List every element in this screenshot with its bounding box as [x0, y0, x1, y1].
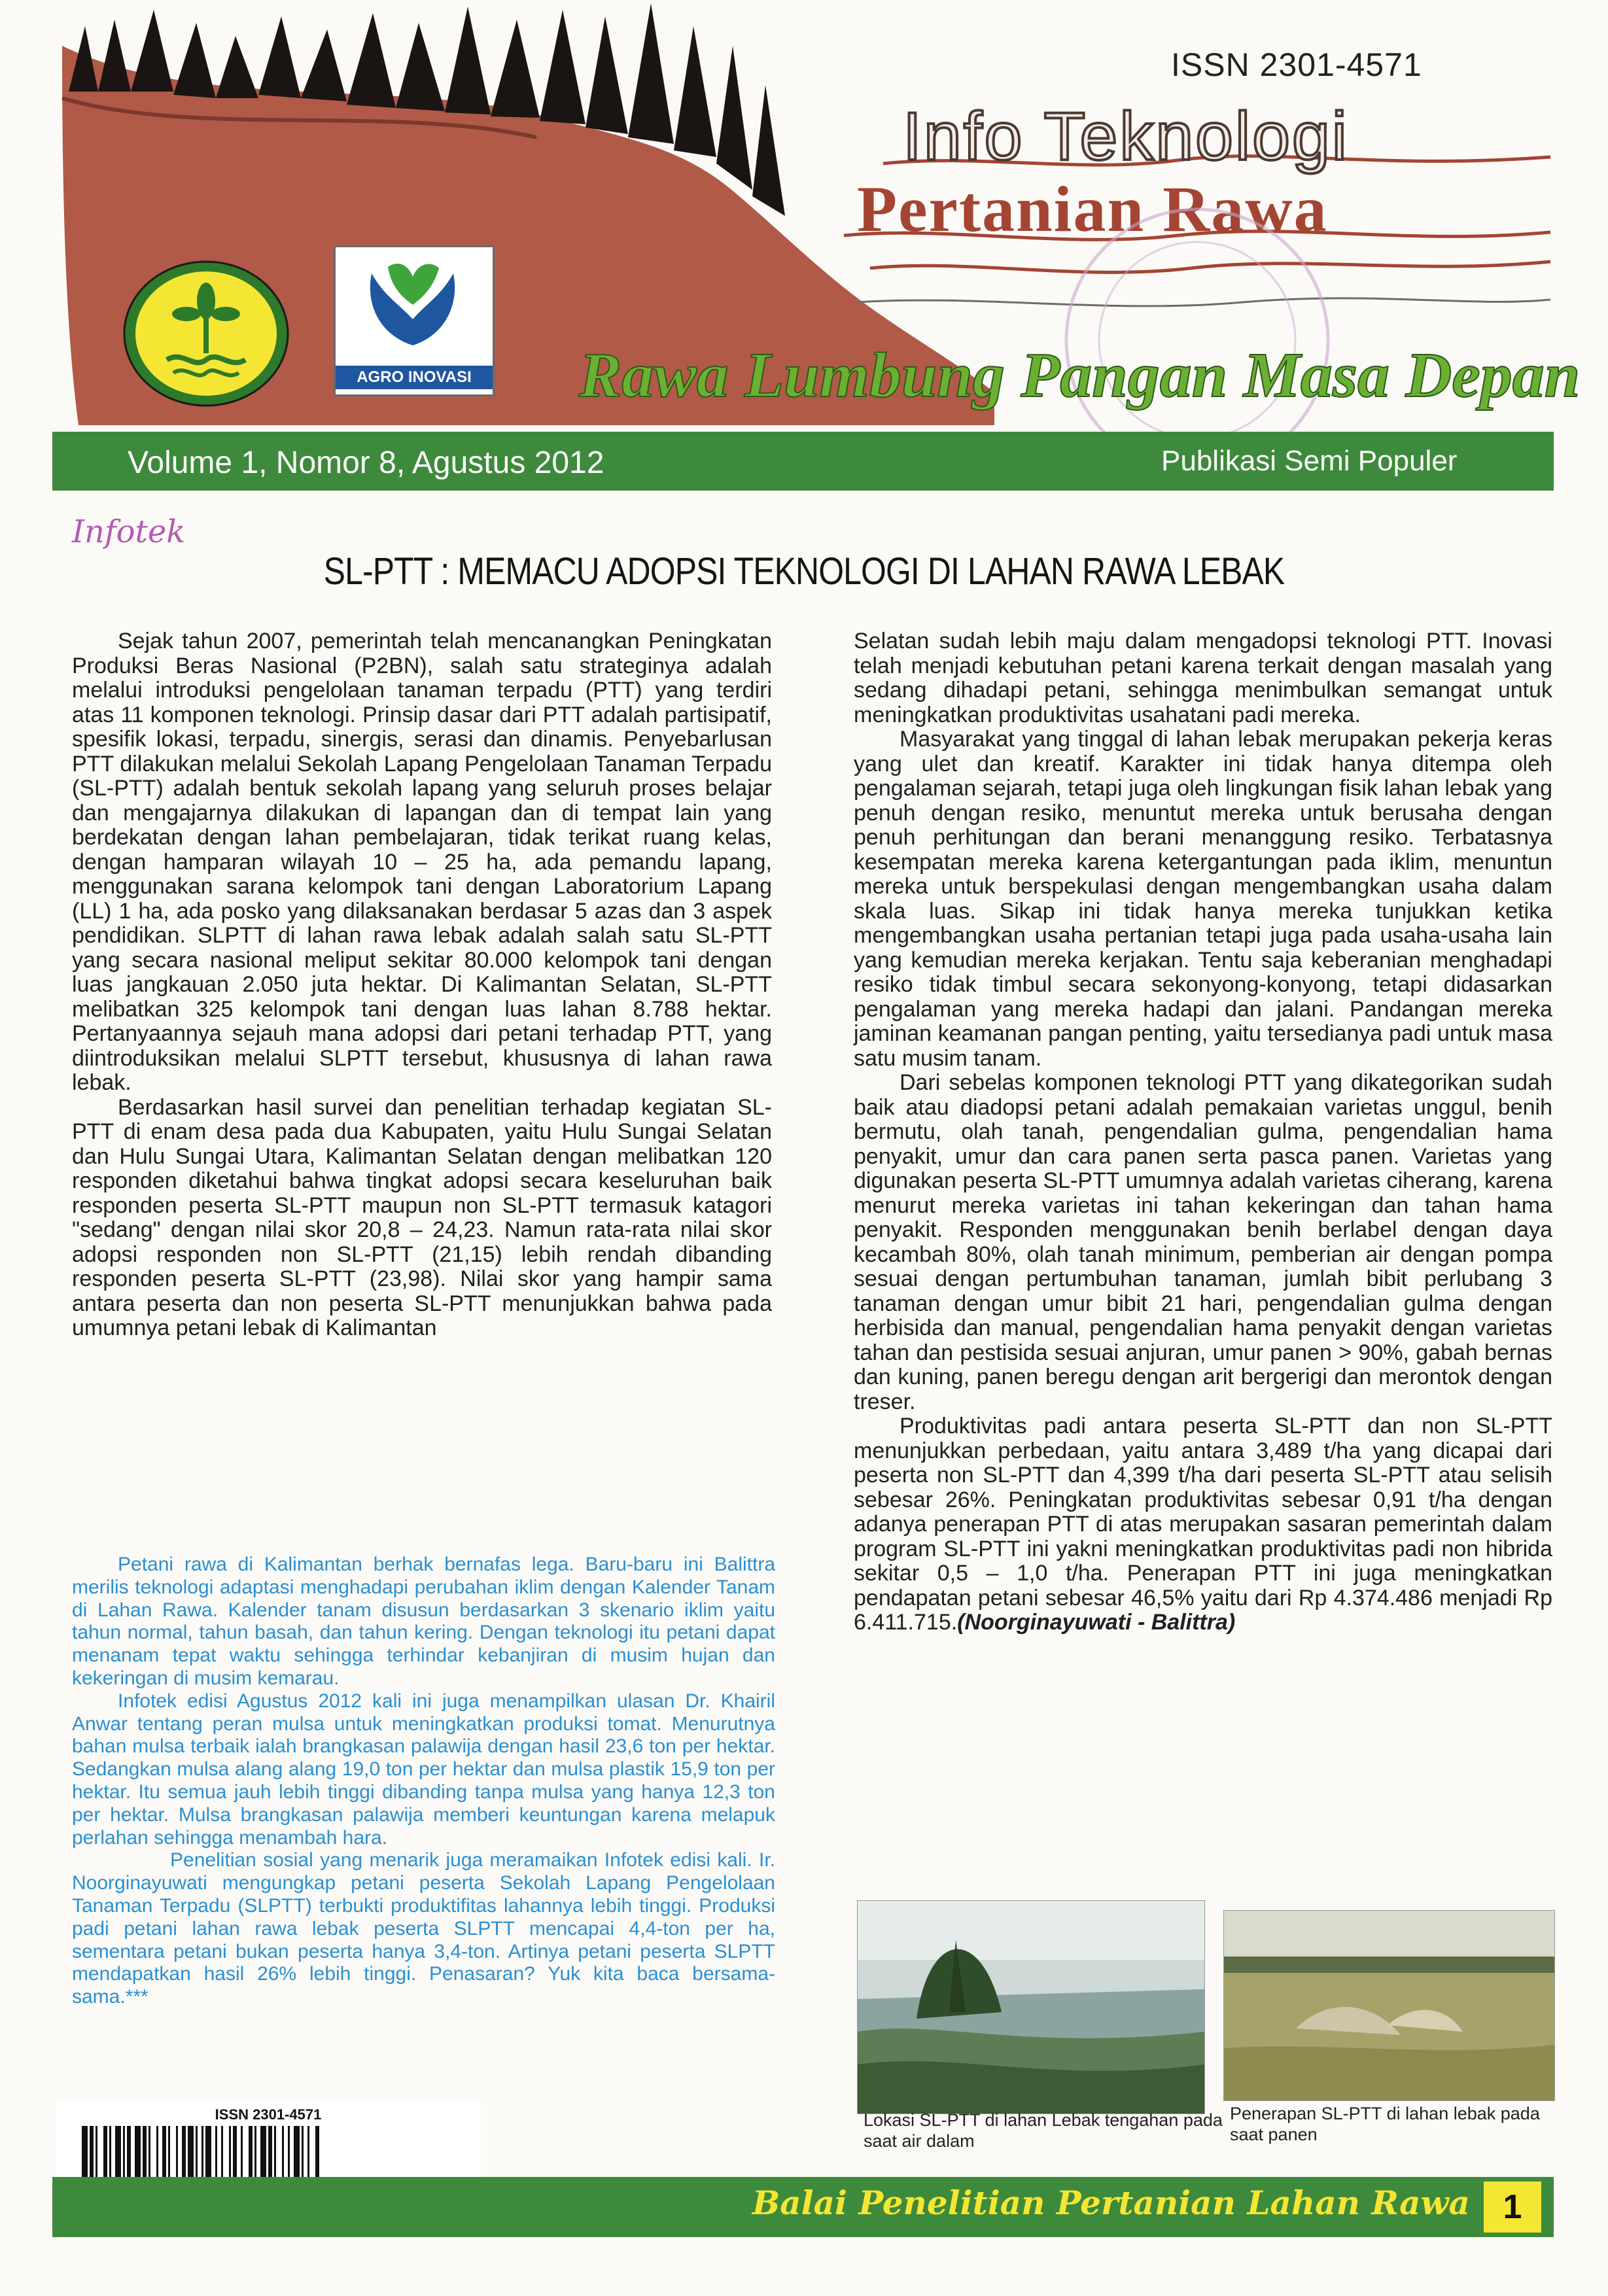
ministry-logo: [121, 252, 337, 442]
leaf-icon: [336, 247, 493, 358]
magazine-title-line2: Pertanian Rawa: [857, 173, 1328, 245]
article-left-column: [72, 629, 772, 1341]
editorial-paragraph: Infotek edisi Agustus 2012 kali ini juga menampilkan ulasan Dr. Khairil Anwar tentang peran mulsa untuk meningkatkan produksi tomat. Menurutnya bahan mulsa terbaik ialah brangkasan palawija dengan hasil 23,6 ton per hektar. Sedangkan mulsa alang alang 19,0 ton per hektar dan mulsa plastik 15,9 ton per hektar. Itu semua jauh lebih tinggi dibanding tanpa mulsa yang hanya 12,3 ton per hektar. Mulsa brangkasan palawija memberi keuntungan karena melapuk perlahan sehingga menambah hara.: [72, 1690, 775, 1849]
paragraph-text: Produktivitas padi antara peserta SL-PTT dan non SL-PTT menunjukkan perbedaan, yaitu antara 3,489 t/ha yang dicapai dari peserta non SL-PTT dan 4,399 t/ha dari peserta SL-PTT atau selisih sebesar 26%. Peningkatan produktivitas sebesar 0,91 t/ha dengan adanya penerapan PTT di atas merupakan sasaran pemerintah dalam program SL-PTT ini yakni meningkatkan produktivitas padi non hibrida sekitar 0,5 – 1,0 t/ha. Penerapan PTT ini juga meningkatkan pendapatan petani sebesar 46,5% yaitu dari Rp 4.374.486 menjadi Rp 6.411.715.: [854, 1414, 1552, 1635]
page-number: 1: [1484, 2182, 1541, 2233]
paragraph: Masyarakat yang tinggal di lahan lebak merupakan pekerja keras yang ulet dan kreatif. Karakter ini tidak hanya ditempa oleh pengalaman sejarah, tetapi juga oleh lingkungan fisik lahan lebak yang penuh dengan resiko, menuntut mereka untuk berusaha dengan penuh perhitungan dan berani menanggung resiko. Terbatasnya kesempatan mereka karena ketergantungan pada iklim, menuntun mereka untuk berspekulasi dengan mengembangkan usaha dalam skala luas. Sikap ini tidak hanya mereka tunjukkan ketika mengembangkan usaha pertanian tetapi juga pada usaha-usaha lain yang kemudian mereka kerjakan. Tentu saja keberanian menghadapi resiko tidak timbul secara sekonyong-konyong, tetapi didasarkan pengalaman yang mereka hadapi dan jalani. Pandangan mereka jaminan keamanan pangan penting, yaitu tersedianya padi untuk masa satu musim tanam.: [854, 727, 1552, 1071]
agro-inovasi-label: AGRO INOVASI: [336, 366, 493, 389]
article-right-column: [854, 629, 1552, 1635]
volume-info: Volume 1, Nomor 8, Agustus 2012: [128, 445, 604, 480]
slogan: Rawa Lumbung Pangan Masa Depan: [579, 340, 1581, 411]
paragraph: Dari sebelas komponen teknologi PTT yang dikategorikan sudah baik atau diadopsi petani adalah pemakaian varietas unggul, benih bermutu, olah tanah, pengendalian gulma, pengendalian hama penyakit, umur dan cara panen serta pasca panen. Varietas yang digunakan peserta SL-PTT umumnya adalah varietas ciherang, karena menurut mereka varietas ini tahan kekeringan dan tahan hama penyakit. Responden menggunakan benih berlabel dengan daya kecambah 80%, olah tanah minimum, pemberian air dengan pompa sesuai dengan pertumbuhan tanaman, jumlah bibit perlubang 3 tanaman dengan umur bibit 21 hari, pengendalian gulma dengan herbisida dan manual, pengendalian hama penyakit dengan varietas tahan dan pestisida sesuai anjuran, umur panen > 90%, gabah bernas dan kuning, panen beregu dengan arit bergerigi dan merontok dengan treser.: [854, 1070, 1552, 1414]
photo-caption: Penerapan SL-PTT di lahan lebak pada saat panen: [1230, 2104, 1540, 2144]
photo-swamp-water: [857, 1900, 1205, 2114]
photo-harvest-field: [1223, 1910, 1555, 2101]
paragraph: [854, 1414, 1552, 1635]
handwritten-note: Infotek: [72, 513, 186, 550]
agro-inovasi-logo: [334, 245, 495, 396]
article-author: (Noorginayuwati - Balittra): [957, 1610, 1236, 1635]
editorial-paragraph: Penelitian sosial yang menarik juga meramaikan Infotek edisi kali. Ir. Noorginayuwati mengungkap petani peserta Sekolah Lapang Pengelolaan Tanaman Terpadu (SLPTT) terbukti produktifitas lahannya lebih tinggi. Produksi padi petani lahan rawa lebak peserta SLPTT mencapai 4,4-ton per ha, sementara petani bukan peserta hanya 3,4-ton. Artinya petani peserta SLPTT mendapatkan hasil 26% lebih tinggi. Penasaran? Yuk kita baca bersama-sama.***: [72, 1849, 775, 2008]
publication-type: Publikasi Semi Populer: [1161, 445, 1458, 477]
photo-caption: Lokasi SL-PTT di lahan Lebak tengahan pada saat air dalam: [864, 2110, 1223, 2151]
institution-name: Balai Penelitian Pertanian Lahan Rawa: [752, 2183, 1470, 2222]
paragraph: Sejak tahun 2007, pemerintah telah mencanangkan Peningkatan Produksi Beras Nasional (P2BN), salah satu strateginya adalah melalui introduksi pengelolaan tanaman terpadu (PTT) yang terdiri atas 11 komponen teknologi. Prinsip dasar dari PTT adalah partisipatif, spesifik lokasi, terpadu, sinergis, serasi dan dinamis. Penyebarlusan PTT dilakukan melalui Sekolah Lapang Pengelolaan Tanaman Terpadu (SL-PTT) adalah bentuk sekolah lapang yang seluruh proses belajar dan mengajarnya dilakukan di lapangan dan di tempat lain yang berdekatan dengan lahan pembelajaran, tidak terikat ruang kelas, dengan hamparan wilayah 10 – 25 ha, ada pemandu lapang, menggunakan sarana kelompok tani dengan Laboratorium Lapang (LL) 1 ha, ada posko yang dilaksanakan berdasar 5 azas dan 3 aspek pendidikan. SLPTT di lahan rawa lebak adalah salah satu SL-PTT yang secara nasional meliput sekitar 80.000 kelompok tani dengan luas jangkauan 2.050 juta hektar. Di Kalimantan Selatan, SL-PTT melibatkan 325 kelompok tani dengan luas lahan 8.788 hektar. Pertanyaannya sejauh mana adopsi dari petani terhadap PTT, yang diintroduksikan melalui SLPTT tersebut, khususnya di lahan rawa lebak.: [72, 629, 772, 1095]
article-title: SL-PTT : MEMACU ADOPSI TEKNOLOGI DI LAHAN RAWA LEBAK: [323, 550, 1285, 593]
editorial-summary: [72, 1554, 775, 2009]
magazine-title-line1: Info Teknologi: [903, 99, 1349, 175]
paragraph: Selatan sudah lebih maju dalam mengadopsi teknologi PTT. Inovasi telah menjadi kebutuhan petani karena terkait dengan masalah yang sedang dihadapi petani, sehingga menimbulkan semangat untuk meningkatkan produktivitas usahatani padi mereka.: [854, 629, 1552, 727]
issn-number: ISSN 2301-4571: [1171, 46, 1422, 83]
paragraph: Berdasarkan hasil survei dan penelitian terhadap kegiatan SL-PTT di enam desa pada dua Kabupaten, yaitu Hulu Sungai Selatan dan Hulu Sungai Utara, Kalimantan Selatan dengan melibatkan 120 responden diketahui bahwa tingkat adopsi secara keseluruhan baik responden peserta SL-PTT maupun non SL-PTT termasuk katagori "sedang" dengan nilai skor 20,8 – 24,23. Namun rata-rata nilai skor adopsi responden non SL-PTT (21,15) lebih rendah dibanding responden peserta SL-PTT (23,98). Nilai skor yang hampir sama antara peserta dan non peserta SL-PTT menunjukkan bahwa pada umumnya petani lebak di Kalimantan: [72, 1094, 772, 1340]
barcode-issn: ISSN 2301-4571: [215, 2106, 322, 2123]
editorial-paragraph: Petani rawa di Kalimantan berhak bernafas lega. Baru-baru ini Balittra merilis teknologi adaptasi menghadapi perubahan iklim dengan Kalender Tanam di Lahan Rawa. Kalender tanam disusun berdasarkan 3 skenario iklim yaitu tahun normal, tahun basah, dan tahun kering. Dengan teknologi itu petani dapat menanam tepat waktu sehingga terhindar kebanjiran di musim hujan dan kekeringan di musim kemarau.: [72, 1554, 775, 1689]
